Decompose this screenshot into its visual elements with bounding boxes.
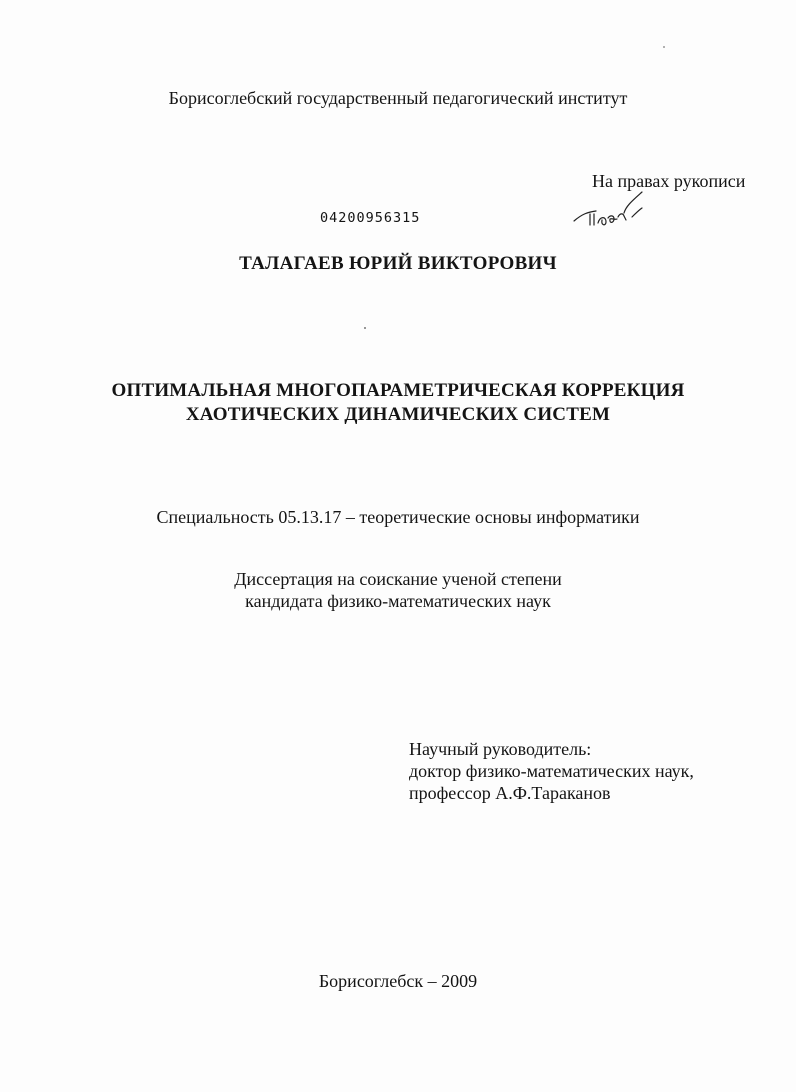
city-year: Борисоглебск – 2009 (318, 971, 478, 991)
title-line: ХАОТИЧЕСКИХ ДИНАМИЧЕСКИХ СИСТЕМ (185, 404, 611, 425)
scan-speck (663, 46, 665, 48)
supervisor-line: доктор физико-математических наук, (409, 761, 694, 781)
supervisor-block (409, 738, 694, 804)
handwritten-signature (560, 187, 660, 233)
supervisor-line: профессор А.Ф.Тараканов (409, 783, 611, 803)
degree-line: кандидата физико-математических наук (245, 591, 551, 611)
title-line: ОПТИМАЛЬНАЯ МНОГОПАРАМЕТРИЧЕСКАЯ КОРРЕКЦИЯ (111, 380, 685, 401)
rights-notice: На правах рукописи (592, 171, 746, 191)
scan-speck (364, 327, 366, 329)
specialty-line: Специальность 05.13.17 – теоретические основы информатики (156, 507, 640, 527)
dissertation-title (0, 379, 796, 427)
supervisor-line: Научный руководитель: (409, 739, 592, 759)
degree-line: Диссертация на соискание ученой степени (234, 569, 562, 589)
author-name: ТАЛАГАЕВ ЮРИЙ ВИКТОРОВИЧ (239, 253, 557, 274)
registration-number-stamp: 04200956315 (320, 210, 421, 226)
degree-statement (0, 568, 796, 612)
institution-name: Борисоглебский государственный педагогический институт (168, 88, 628, 108)
